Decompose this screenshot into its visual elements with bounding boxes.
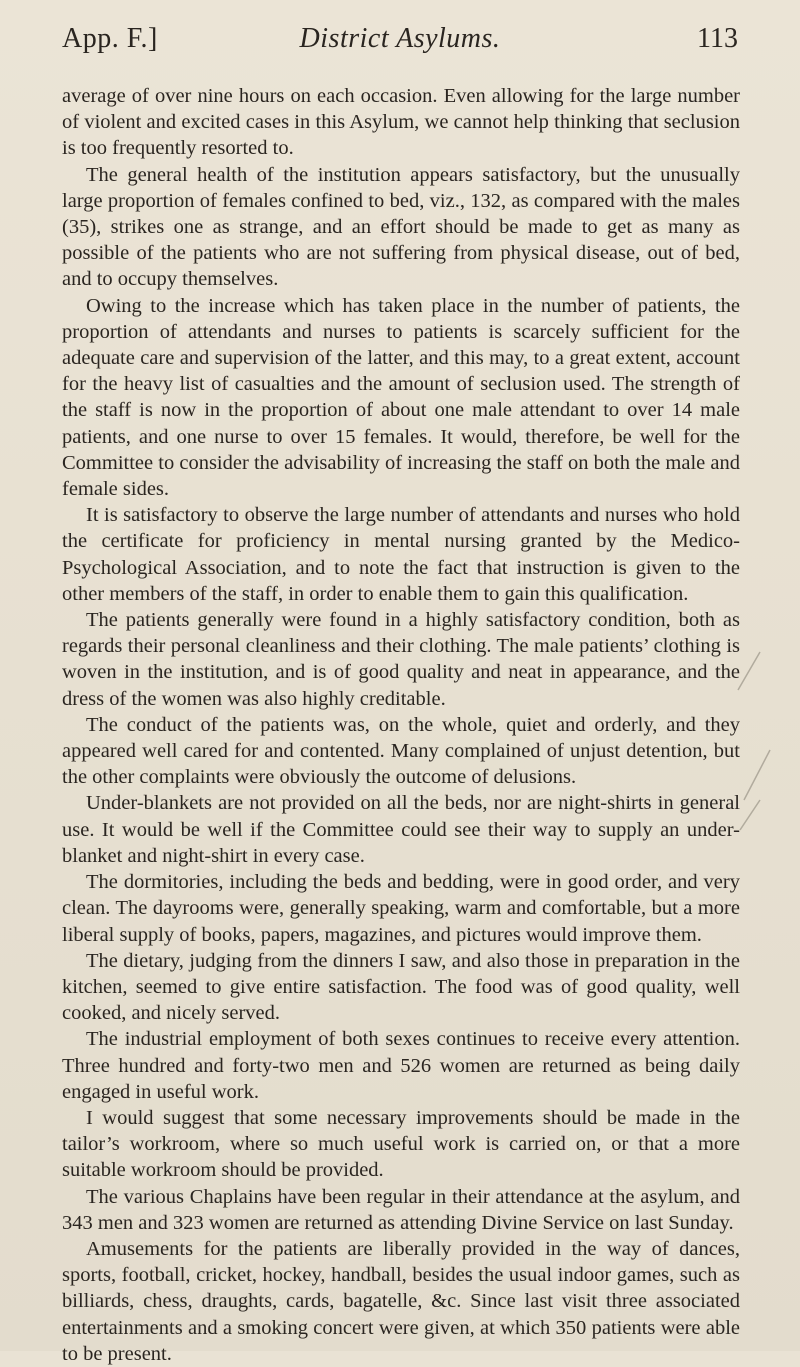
pencil-mark-icon: [730, 650, 790, 860]
paragraph-staff-proportion: Owing to the increase which has taken place in the number of patients, the proportion of attendants and nurses to patients is scarcely sufficient for the adequate care and supervision of the latter, and this may, to a great extent, account for the heavy list of casualties and the amount of seclusion used. The strength of the staff is now in the proportion of about one male attendant to over 14 male patients, and one nurse to over 15 females. It would, therefore, be well for the Committee to consider the advisability of increasing the staff on both the male and female sides.: [62, 294, 740, 501]
body-text: [62, 83, 740, 1367]
paragraph-general-health: The general health of the institution appears satisfactory, but the unusually large proportion of females confined to bed, viz., 132, as compared with the males (35), strikes one as strange, and an effort should be made to get as many as possible of the patients who are not suffering from physical disease, out of bed, and to occupy themselves.: [62, 163, 740, 291]
paragraph-industrial-employment: The industrial employment of both sexes continues to receive every attention. Three hundred and forty-two men and 526 women are returned as being daily engaged in useful work.: [62, 1028, 740, 1103]
paragraph-amusements: Amusements for the patients are liberally provided in the way of dances, sports, football, cricket, hockey, handball, besides the usual indoor games, such as billiards, chess, draughts, cards, bagatelle, &c. Since last visit three associated entertainments and a smoking concert were given, at which 350 patients were able to be present.: [62, 1237, 740, 1365]
paragraph-seclusion: average of over nine hours on each occasion. Even allowing for the large number of violent and excited cases in this Asylum, we cannot help thinking that seclusion is too frequently resorted to.: [62, 85, 740, 160]
paragraph-certificates: It is satisfactory to observe the large number of attendants and nurses who hold the certificate for proficiency in mental nursing granted by the Medico-Psychological Association, and to note the fact that instruction is given to the other members of the staff, in order to enable them to gain this qualification.: [62, 504, 740, 605]
paragraph-tailors-workroom: I would suggest that some necessary improvements should be made in the tailor’s workroom, where so much useful work is carried on, or that a more suitable workroom should be provided.: [62, 1106, 740, 1182]
paragraph-patient-condition: The patients generally were found in a highly satisfactory condition, both as regards their personal cleanliness and their clothing. The male patients’ clothing is woven in the institution, and is of good quality and neat in appearance, and the dress of the women was also highly creditable.: [62, 609, 740, 710]
paragraph-dormitories: The dormitories, including the beds and bedding, were in good order, and very clean. The dayrooms were, generally speaking, warm and comfortable, but a more liberal supply of books, papers, magazines, and pictures would improve them.: [62, 871, 740, 946]
appendix-label: App. F.]: [62, 23, 158, 54]
paragraph-chaplains: The various Chaplains have been regular in their attendance at the asylum, and 343 men and 323 women are returned as attending Divine Service on last Sunday.: [62, 1185, 740, 1234]
page-number: 113: [697, 23, 738, 54]
paragraph-conduct: The conduct of the patients was, on the whole, quiet and orderly, and they appeared well cared for and contented. Many complained of unjust detention, but the other complaints were obviously the outcome of delusions.: [62, 713, 740, 789]
paragraph-dietary: The dietary, judging from the dinners I saw, and also those in preparation in the kitchen, seemed to give entire satisfaction. The food was of good quality, well cooked, and nicely served.: [62, 949, 740, 1025]
paragraph-under-blankets: Under-blankets are not provided on all the beds, nor are night-shirts in general use. It would be well if the Committee could see their way to supply an under-blanket and night-shirt in every case.: [62, 792, 740, 867]
section-title: District Asylums.: [299, 23, 501, 54]
running-head: [62, 14, 738, 64]
